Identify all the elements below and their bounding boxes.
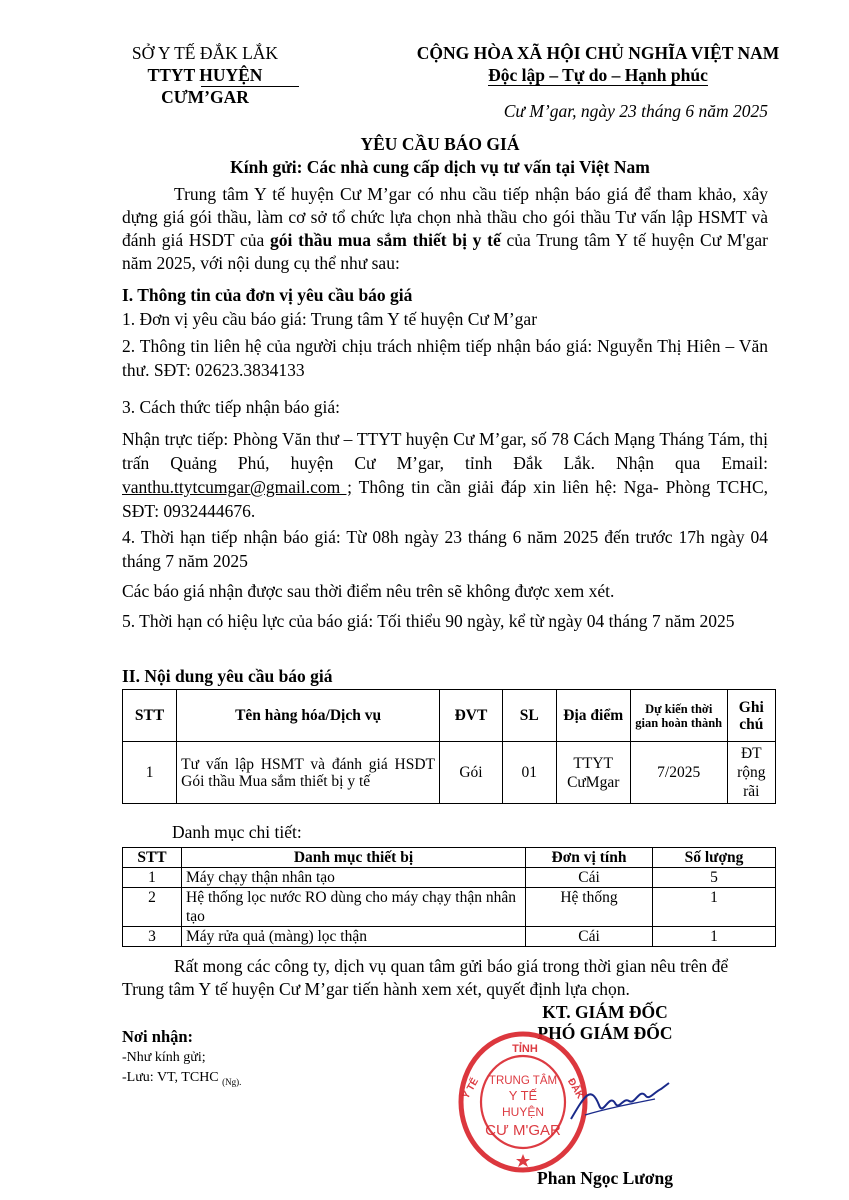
intro-bold: gói thầu mua sắm thiết bị y tế — [270, 230, 501, 250]
agency-block — [105, 42, 305, 108]
cell-unit: Gói — [440, 742, 503, 804]
th2-item: Danh mục thiết bị — [182, 848, 526, 868]
section1-item2: 2. Thông tin liên hệ của người chịu trách nhiệm tiếp nhận báo giá: Nguyễn Thị Hiên – Văn thư. SĐT: 02623.3834133 — [122, 336, 768, 380]
cell-qty: 01 — [502, 742, 556, 804]
stamp-center2: Y TẾ — [508, 1088, 538, 1103]
signature-scribble-icon — [565, 1075, 675, 1135]
cell2-item: Hệ thống lọc nước RO dùng cho máy chạy thận nhân tạo — [182, 888, 526, 927]
th-location: Địa điểm — [556, 690, 630, 742]
table-row — [123, 868, 776, 888]
detail-label: Danh mục chi tiết: — [172, 822, 302, 842]
th2-stt: STT — [123, 848, 182, 868]
section2-heading: II. Nội dung yêu cầu báo giá — [122, 666, 333, 686]
recipient-line: Kính gửi: Các nhà cung cấp dịch vụ tư vấn tại Việt Nam — [230, 157, 650, 177]
intro-paragraph — [122, 183, 768, 275]
th-stt: STT — [123, 690, 177, 742]
date-line: Cư M’gar, ngày 23 tháng 6 năm 2025 — [503, 101, 768, 121]
stamp-left-text: Y TẾ — [460, 1076, 482, 1102]
equipment-table — [122, 847, 776, 947]
quote-table-header — [123, 690, 776, 742]
cell-note: ĐT rộng rãi — [727, 742, 775, 804]
cell2-item: Máy chạy thận nhân tạo — [182, 868, 526, 888]
table-row — [123, 927, 776, 947]
cell-stt: 1 — [123, 742, 177, 804]
th2-unit: Đơn vị tính — [526, 848, 653, 868]
stamp-center4: CƯ M'GAR — [485, 1122, 561, 1139]
th-qty: SL — [502, 690, 556, 742]
contact-text: Thông tin cần giải đáp xin liên hệ: Nga- Phòng TCHC, SĐT: 0932444676. — [122, 477, 769, 521]
stamp-center1: TRUNG TÂM — [488, 1075, 558, 1087]
agency-parent: SỞ Y TẾ ĐẮK LẮK — [131, 43, 279, 63]
cell2-stt: 2 — [123, 888, 182, 927]
stamp-right-text: ĐẮK — [564, 1076, 586, 1101]
agency-underline — [201, 86, 299, 87]
th-unit: ĐVT — [440, 690, 503, 742]
cell2-item: Máy rửa quả (màng) lọc thận — [182, 927, 526, 947]
section1-item4: 4. Thời hạn tiếp nhận báo giá: Từ 08h ngày 23 tháng 6 năm 2025 đến trước 17h ngày 04 tháng 7 năm 2025 — [122, 527, 768, 571]
national-title: CỘNG HÒA XÃ HỘI CHỦ NGHĨA VIỆT NAM — [416, 43, 780, 63]
cell-item: Tư vấn lập HSMT và đánh giá HSDT Gói thầu Mua sắm thiết bị y tế — [177, 742, 440, 804]
national-motto: Độc lập – Tự do – Hạnh phúc — [488, 65, 708, 85]
table-row — [123, 888, 776, 927]
recipients-line1: -Như kính gửi; — [122, 1050, 206, 1065]
recipients-line2 — [122, 1070, 241, 1087]
section1-item3: 3. Cách thức tiếp nhận báo giá: — [122, 397, 340, 417]
receive-text: Nhận trực tiếp: Phòng Văn thư – TTYT huyện Cư M’gar, số 78 Cách Mạng Tháng Tám, thị trấn Quảng Phú, huyện Cư M’gar, tỉnh Đắk Lắk. Nhận qua Email: — [122, 429, 768, 473]
section1-item1: 1. Đơn vị yêu cầu báo giá: Trung tâm Y tế huyện Cư M’gar — [122, 309, 538, 329]
national-motto-block — [388, 42, 808, 86]
agency-name: TTYT HUYỆN CƯM’GAR — [147, 65, 263, 107]
th-item: Tên hàng hóa/Dịch vụ — [177, 690, 440, 742]
cell2-stt: 3 — [123, 927, 182, 947]
intro-part2: của Trung tâm Y tế huyện Cư M'gar năm 2025, với nội dung cụ thể như sau: — [122, 230, 768, 273]
stamp-center3: HUYỆN — [501, 1105, 545, 1119]
th2-qty: Số lượng — [653, 848, 776, 868]
section1-item5: 5. Thời hạn có hiệu lực của báo giá: Tối thiểu 90 ngày, kể từ ngày 04 tháng 7 năm 2025 — [122, 611, 735, 631]
th-completion: Dự kiến thời gian hoàn thành — [630, 690, 727, 742]
signatory-name: Phan Ngọc Lương — [537, 1168, 673, 1188]
cell2-qty: 5 — [653, 868, 776, 888]
signature-line2: PHÓ GIÁM ĐỐC — [537, 1023, 673, 1043]
cell2-qty: 1 — [653, 927, 776, 947]
cell-completion: 7/2025 — [630, 742, 727, 804]
equipment-table-header — [123, 848, 776, 868]
intro-part1: Trung tâm Y tế huyện Cư M’gar có nhu cầu tiếp nhận báo giá để tham khảo, xây dựng giá gói thầu, làm cơ sở tổ chức lựa chọn nhà thầu cho gói thầu Tư vấn lập HSMT và đánh giá HSDT của — [122, 184, 768, 250]
receive-method — [122, 427, 768, 523]
late-note: Các báo giá nhận được sau thời điểm nêu trên sẽ không được xem xét. — [122, 581, 615, 601]
recipients-heading: Nơi nhận: — [122, 1027, 194, 1046]
document-title: YÊU CẦU BÁO GIÁ — [360, 134, 520, 154]
section1-heading: I. Thông tin của đơn vị yêu cầu báo giá — [122, 285, 413, 305]
recipients-line2-sub: (Ng). — [222, 1076, 242, 1087]
cell2-unit: Cái — [526, 868, 653, 888]
cell2-unit: Hệ thống — [526, 888, 653, 927]
recipients-line2-text: -Lưu: VT, TCHC — [122, 1070, 219, 1085]
email-link[interactable]: vanthu.ttytcumgar@gmail.com ; — [122, 477, 353, 497]
cell2-unit: Cái — [526, 927, 653, 947]
cell2-qty: 1 — [653, 888, 776, 927]
quote-table — [122, 689, 776, 804]
cell2-stt: 1 — [123, 868, 182, 888]
cell-location: TTYT CưMgar — [556, 742, 630, 804]
signature-line1: KT. GIÁM ĐỐC — [542, 1002, 668, 1022]
th-note: Ghi chú — [727, 690, 775, 742]
table-row — [123, 742, 776, 804]
closing-paragraph: Rất mong các công ty, dịch vụ quan tâm gửi báo giá trong thời gian nêu trên để Trung tâm Y tế huyện Cư M’gar tiến hành xem xét, quyết định lựa chọn. — [122, 956, 729, 999]
stamp-top-text: TỈNH — [512, 1043, 538, 1055]
